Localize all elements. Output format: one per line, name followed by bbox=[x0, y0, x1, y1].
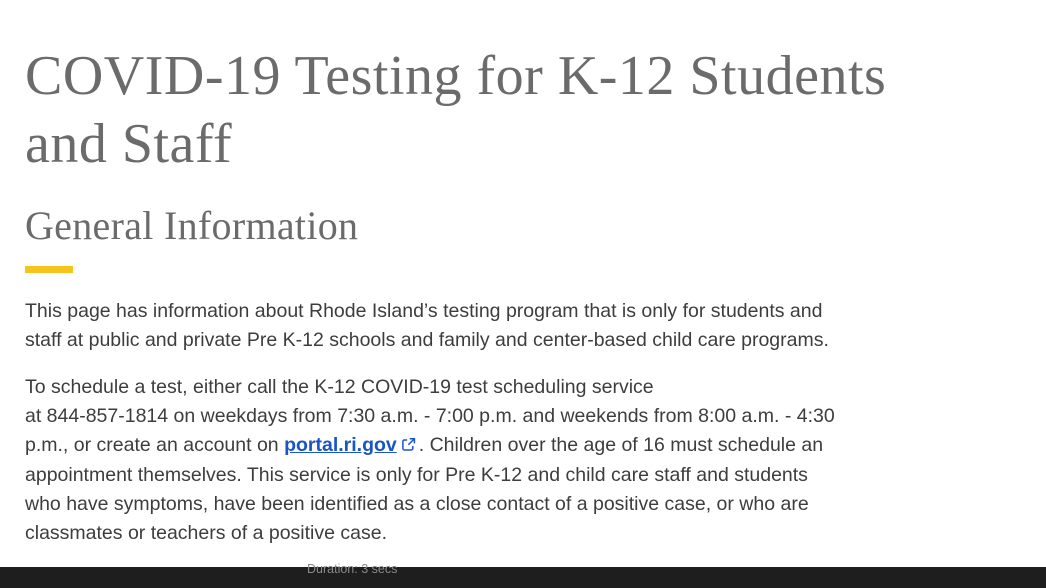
intro-paragraph: This page has information about Rhode Island’s testing program that is only for students and staff at public and private Pre K-12 schools and family and center-based child care programs. bbox=[25, 300, 829, 351]
external-link-icon bbox=[401, 432, 416, 461]
portal-ri-gov-link[interactable] bbox=[284, 434, 397, 456]
page-title-line-1: COVID-19 Testing for K-12 Students bbox=[25, 45, 887, 107]
video-controls-bar bbox=[0, 567, 1046, 588]
section-heading: General Information bbox=[25, 203, 359, 248]
scheduling-paragraph bbox=[25, 373, 845, 548]
duration-label: Duration: 3 secs bbox=[307, 562, 398, 576]
page-title-line-2: and Staff bbox=[25, 113, 233, 175]
scheduling-before-link: at 844-857-1814 on weekdays from 7:30 a.m. - 7:00 p.m. and weekends from 8:00 a.m. - 4:30 p.m., or create an account on bbox=[25, 405, 835, 456]
page-title bbox=[25, 42, 1021, 178]
scheduling-after-link: . Children over the age of 16 must schedule an appointment themselves. This service is only for Pre K-12 and child care staff and students who have symptoms, have been identified as a close contact of a positive case, or who are classmates or teachers of a positive case. bbox=[25, 434, 824, 544]
scheduling-line-1: To schedule a test, either call the K-12 COVID-19 test scheduling service bbox=[25, 376, 654, 398]
portal-link-label: portal.ri.gov bbox=[284, 434, 397, 456]
yellow-accent-rule bbox=[25, 266, 73, 273]
